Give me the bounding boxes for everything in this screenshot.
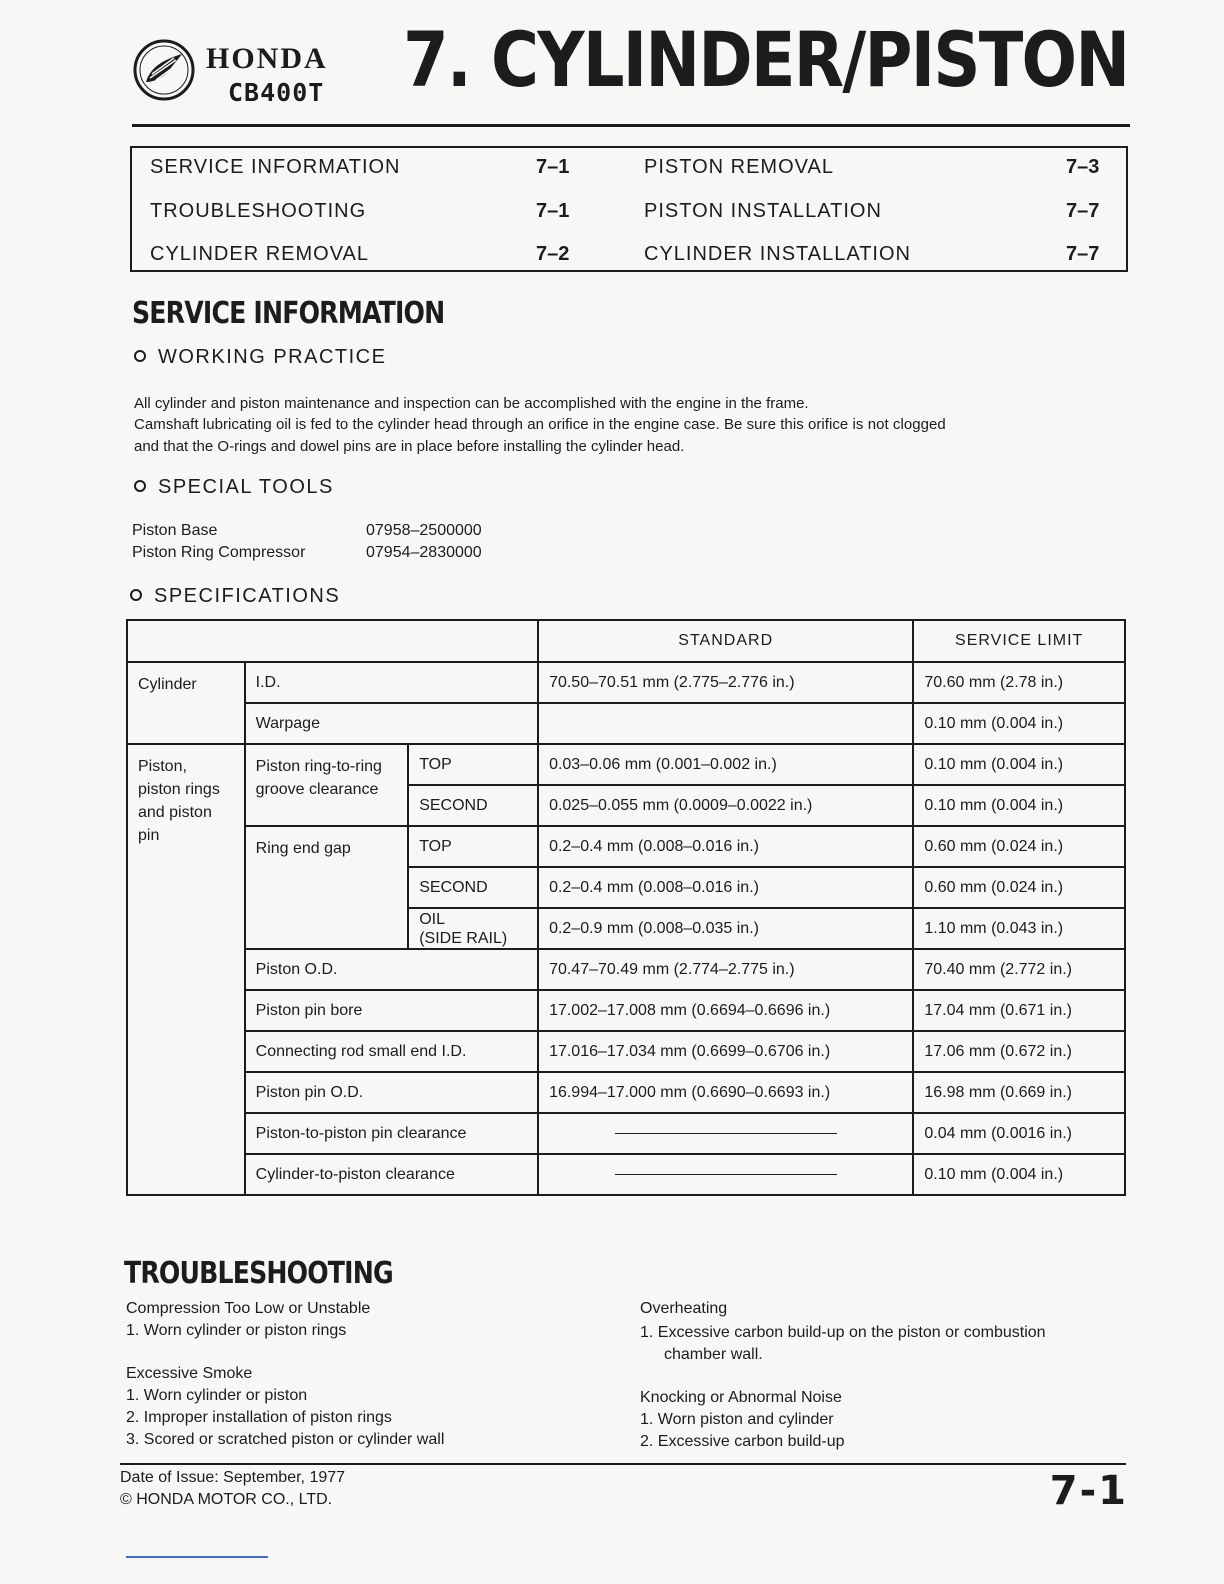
- working-practice-line: Camshaft lubricating oil is fed to the cylinder head through an orifice in the engine case. Be sure this orifice is not clogged: [134, 416, 946, 433]
- spec-item: Piston pin bore: [245, 990, 538, 1031]
- table-header-blank: [127, 620, 538, 662]
- spec-standard: 0.2–0.9 mm (0.008–0.035 in.): [538, 908, 913, 949]
- spec-limit: 17.06 mm (0.672 in.): [913, 1031, 1125, 1072]
- table-row: [127, 744, 1125, 785]
- working-practice-line: All cylinder and piston maintenance and inspection can be accomplished with the engine in the frame.: [134, 395, 809, 412]
- spec-standard-dash: [538, 1113, 913, 1154]
- trouble-cause: 2. Improper installation of piston rings: [126, 1409, 392, 1426]
- spec-standard: [538, 703, 913, 744]
- tool-number: 07954–2830000: [366, 544, 482, 561]
- model-name: CB400T: [228, 78, 325, 107]
- tool-number: 07958–2500000: [366, 522, 482, 539]
- spec-item: Piston O.D.: [245, 949, 538, 990]
- spec-standard: 0.2–0.4 mm (0.008–0.016 in.): [538, 867, 913, 908]
- toc-item-label: CYLINDER REMOVAL: [150, 243, 370, 265]
- toc-item-label: TROUBLESHOOTING: [150, 200, 367, 222]
- spec-item-line: OIL: [419, 910, 445, 928]
- spec-limit: 0.60 mm (0.024 in.): [913, 867, 1125, 908]
- table-row: [127, 1154, 1125, 1195]
- issue-date: Date of Issue: September, 1977: [120, 1469, 346, 1486]
- contents-box: [130, 146, 1128, 272]
- spec-limit: 0.10 mm (0.004 in.): [913, 785, 1125, 826]
- toc-item-label: PISTON REMOVAL: [644, 156, 834, 178]
- tool-name: Piston Ring Compressor: [132, 544, 306, 561]
- table-row: [127, 949, 1125, 990]
- trouble-title-knocking: Knocking or Abnormal Noise: [640, 1389, 842, 1406]
- toc-item-page: 7–3: [1066, 156, 1100, 178]
- spec-limit: 70.40 mm (2.772 in.): [913, 949, 1125, 990]
- trouble-title-compression: Compression Too Low or Unstable: [126, 1300, 371, 1317]
- group-label-piston: Piston, piston rings and piston pin: [127, 744, 245, 1195]
- trouble-cause: 3. Scored or scratched piston or cylinder wall: [126, 1431, 445, 1448]
- table-row: [127, 826, 1125, 867]
- spec-item: I.D.: [245, 662, 538, 703]
- troubleshooting-heading: TROUBLESHOOTING: [124, 1256, 393, 1291]
- bullet-icon: [130, 589, 142, 601]
- spec-standard: 17.016–17.034 mm (0.6699–0.6706 in.): [538, 1031, 913, 1072]
- header-rule: [132, 124, 1130, 127]
- spec-item: SECOND: [408, 867, 538, 908]
- spec-item-oil: [408, 908, 538, 949]
- spec-standard: 17.002–17.008 mm (0.6694–0.6696 in.): [538, 990, 913, 1031]
- dash-line: [615, 1133, 837, 1134]
- spec-item: SECOND: [408, 785, 538, 826]
- toc-item-label: CYLINDER INSTALLATION: [644, 243, 911, 265]
- bullet-icon: [134, 480, 146, 492]
- bullet-icon: [134, 350, 146, 362]
- specifications-table: [126, 619, 1126, 1196]
- spec-limit: 1.10 mm (0.043 in.): [913, 908, 1125, 949]
- spec-item: TOP: [408, 826, 538, 867]
- spec-item: Warpage: [245, 703, 538, 744]
- service-information-heading: SERVICE INFORMATION: [132, 296, 445, 331]
- table-row: [127, 1072, 1125, 1113]
- spec-item: Piston-to-piston pin clearance: [245, 1113, 538, 1154]
- spec-standard: 70.50–70.51 mm (2.775–2.776 in.): [538, 662, 913, 703]
- brand-name: HONDA: [206, 42, 328, 75]
- subgroup-label-groove-clearance: Piston ring-to-ring groove clearance: [245, 744, 409, 826]
- spec-standard: 70.47–70.49 mm (2.774–2.775 in.): [538, 949, 913, 990]
- spec-item: Connecting rod small end I.D.: [245, 1031, 538, 1072]
- footer-rule: [120, 1463, 1126, 1465]
- spec-standard: 0.025–0.055 mm (0.0009–0.0022 in.): [538, 785, 913, 826]
- toc-item-label: PISTON INSTALLATION: [644, 200, 882, 222]
- working-practice-line: and that the O-rings and dowel pins are in place before installing the cylinder head.: [134, 438, 685, 455]
- spec-standard: 0.2–0.4 mm (0.008–0.016 in.): [538, 826, 913, 867]
- trouble-cause: 1. Worn piston and cylinder: [640, 1411, 834, 1428]
- spec-standard: 0.03–0.06 mm (0.001–0.002 in.): [538, 744, 913, 785]
- spec-limit: 17.04 mm (0.671 in.): [913, 990, 1125, 1031]
- dash-line: [615, 1174, 837, 1175]
- special-tools-heading: SPECIAL TOOLS: [134, 476, 334, 499]
- spec-item: Piston pin O.D.: [245, 1072, 538, 1113]
- honda-wing-logo: [132, 38, 196, 102]
- table-header-row: [127, 620, 1125, 662]
- spec-item: TOP: [408, 744, 538, 785]
- working-practice-heading: WORKING PRACTICE: [134, 346, 386, 369]
- table-row: [127, 990, 1125, 1031]
- spec-limit: 0.10 mm (0.004 in.): [913, 703, 1125, 744]
- spec-limit: 0.10 mm (0.004 in.): [913, 744, 1125, 785]
- toc-item-page: 7–1: [536, 200, 570, 222]
- trouble-cause: 1. Excessive carbon build-up on the piston or combustion: [640, 1324, 1046, 1341]
- table-row: [127, 1113, 1125, 1154]
- toc-item-page: 7–7: [1066, 243, 1100, 265]
- spec-limit: 0.10 mm (0.004 in.): [913, 1154, 1125, 1195]
- trouble-cause: 1. Worn cylinder or piston: [126, 1387, 308, 1404]
- table-row: [127, 662, 1125, 703]
- spec-standard: 16.994–17.000 mm (0.6690–0.6693 in.): [538, 1072, 913, 1113]
- spec-standard-dash: [538, 1154, 913, 1195]
- table-row: [127, 1031, 1125, 1072]
- chapter-title: 7. CYLINDER/PISTON: [402, 15, 1128, 104]
- trouble-cause-continued: chamber wall.: [664, 1346, 763, 1363]
- toc-item-label: SERVICE INFORMATION: [150, 156, 401, 178]
- column-header-service-limit: SERVICE LIMIT: [913, 620, 1125, 662]
- decorative-blue-line: [126, 1556, 268, 1558]
- trouble-title-smoke: Excessive Smoke: [126, 1365, 253, 1382]
- spec-item: Cylinder-to-piston clearance: [245, 1154, 538, 1195]
- tool-name: Piston Base: [132, 522, 218, 539]
- spec-limit: 0.04 mm (0.0016 in.): [913, 1113, 1125, 1154]
- specifications-heading: SPECIFICATIONS: [130, 585, 340, 608]
- column-header-standard: STANDARD: [538, 620, 913, 662]
- spec-limit: 70.60 mm (2.78 in.): [913, 662, 1125, 703]
- spec-limit: 16.98 mm (0.669 in.): [913, 1072, 1125, 1113]
- trouble-cause: 2. Excessive carbon build-up: [640, 1433, 845, 1450]
- copyright: © HONDA MOTOR CO., LTD.: [120, 1491, 333, 1508]
- toc-item-page: 7–2: [536, 243, 570, 265]
- subgroup-label-ring-end-gap: Ring end gap: [245, 826, 409, 949]
- spec-item-line: (SIDE RAIL): [419, 929, 508, 947]
- page-number: 7-1: [1049, 1468, 1128, 1514]
- trouble-cause: 1. Worn cylinder or piston rings: [126, 1322, 347, 1339]
- trouble-title-overheating: Overheating: [640, 1300, 728, 1317]
- group-label-cylinder: Cylinder: [127, 662, 245, 744]
- toc-item-page: 7–1: [536, 156, 570, 178]
- spec-limit: 0.60 mm (0.024 in.): [913, 826, 1125, 867]
- table-row: [127, 703, 1125, 744]
- toc-item-page: 7–7: [1066, 200, 1100, 222]
